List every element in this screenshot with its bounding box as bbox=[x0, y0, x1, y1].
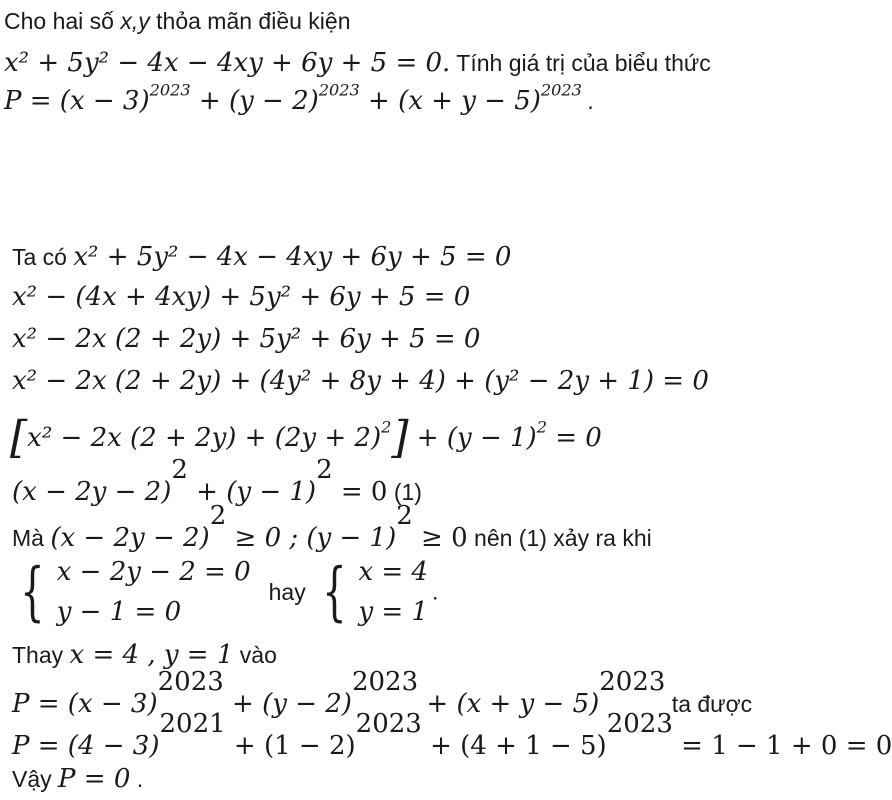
l12-a: P = (4 − 3) bbox=[12, 731, 160, 762]
exponent: 2023 bbox=[149, 80, 191, 100]
expression-p bbox=[4, 80, 595, 116]
left-square-bracket: [ bbox=[10, 412, 28, 463]
intro-vars: x,y bbox=[120, 8, 150, 34]
l11-b: + (y − 2) bbox=[223, 689, 352, 720]
intro-prefix: Cho hai số bbox=[4, 8, 121, 34]
solution-line-1 bbox=[12, 242, 511, 272]
solution-line-7 bbox=[12, 501, 652, 554]
sys2-eq1: x = 4 bbox=[358, 557, 428, 587]
l6-a: (x − 2y − 2) bbox=[12, 477, 172, 508]
exponent: 2023 bbox=[540, 80, 582, 100]
expr-end: . bbox=[581, 88, 595, 114]
l11-c: + (x + y − 5) bbox=[418, 689, 600, 720]
square-exp: 2 bbox=[536, 417, 547, 437]
intro-suffix: thỏa mãn điều kiện bbox=[149, 8, 351, 34]
l10-text: Thay bbox=[12, 642, 70, 668]
l1-text: Ta có bbox=[12, 244, 74, 270]
exponent: 2023 bbox=[318, 80, 360, 100]
l10-math: x = 4 , y = 1 bbox=[69, 640, 234, 670]
l3-math: x² − 2x (2 + 2y) + 5y² + 6y + 5 = 0 bbox=[12, 324, 481, 354]
square-exp: 2 bbox=[396, 501, 413, 531]
solution-line-12 bbox=[12, 709, 892, 762]
solution-line-3 bbox=[12, 324, 480, 354]
sys2-eq2: y = 1 bbox=[358, 597, 428, 627]
square-exp: 2 bbox=[209, 501, 227, 531]
solution-line-5 bbox=[10, 412, 602, 463]
l13-text: Vậy bbox=[12, 766, 59, 792]
l12-b: + (1 − 2) bbox=[225, 731, 356, 762]
l7-c: ≥ 0 bbox=[412, 523, 468, 554]
l1-math: x² + 5y² − 4x − 4xy + 6y + 5 = 0 bbox=[73, 242, 512, 272]
l5-rest: + (y − 1) bbox=[408, 423, 537, 453]
exponent: 2023 bbox=[351, 667, 419, 697]
l7-tail: nên (1) xảy ra khi bbox=[467, 525, 652, 552]
l6-c: = 0 bbox=[332, 477, 388, 508]
hay-text: hay bbox=[268, 578, 306, 605]
square-exp: 2 bbox=[381, 417, 392, 437]
expr-part-c: + (x + y − 5) bbox=[359, 86, 541, 116]
l7-text: Mà bbox=[12, 525, 51, 552]
problem-condition-line bbox=[4, 48, 711, 78]
solution-system bbox=[12, 552, 438, 638]
problem-intro bbox=[4, 8, 351, 35]
system-2 bbox=[358, 552, 428, 632]
exponent: 2023 bbox=[606, 709, 673, 739]
exponent: 2023 bbox=[355, 709, 422, 739]
l5-inner: x² − 2x (2 + 2y) + (2y + 2) bbox=[27, 423, 382, 453]
solution-line-10 bbox=[12, 640, 277, 670]
expr-part-b: + (y − 2) bbox=[190, 86, 319, 116]
system-1 bbox=[57, 552, 251, 632]
expr-part-a: P = (x − 3) bbox=[4, 86, 150, 116]
left-brace: { bbox=[321, 555, 347, 629]
right-square-bracket: ] bbox=[391, 412, 409, 463]
task-text: Tính giá trị của biểu thức bbox=[450, 50, 711, 76]
exponent: 2023 bbox=[157, 667, 224, 697]
l7-b: ≥ 0 ; (y − 1) bbox=[226, 523, 397, 554]
condition-equation: x² + 5y² − 4x − 4xy + 6y + 5 = 0. bbox=[4, 48, 451, 78]
l13-end: . bbox=[130, 766, 144, 792]
solution-line-13 bbox=[12, 764, 143, 794]
solution-line-4 bbox=[12, 366, 709, 396]
sys1-eq2: y − 1 = 0 bbox=[56, 597, 182, 627]
sys1-eq1: x − 2y − 2 = 0 bbox=[56, 557, 251, 587]
l11-a: P = (x − 3) bbox=[12, 689, 158, 720]
l13-math: P = 0 bbox=[58, 764, 131, 794]
solution-line-2 bbox=[12, 282, 470, 312]
l5-end: = 0 bbox=[546, 423, 602, 453]
left-brace: { bbox=[20, 555, 45, 629]
exponent: 2023 bbox=[599, 667, 666, 697]
square-exp: 2 bbox=[316, 455, 333, 485]
l7-a: (x − 2y − 2) bbox=[50, 523, 210, 554]
sys-end: . bbox=[432, 578, 439, 605]
l10-tail: vào bbox=[233, 642, 277, 668]
l12-c: + (4 + 1 − 5) bbox=[421, 731, 607, 762]
l11-tail: ta được bbox=[665, 691, 753, 718]
equation-tag: (1) bbox=[387, 479, 422, 506]
exponent: 2021 bbox=[159, 709, 226, 739]
l4-math: x² − 2x (2 + 2y) + (4y² + 8y + 4) + (y² − 2y + 1) = 0 bbox=[12, 366, 709, 396]
square-exp: 2 bbox=[171, 455, 188, 485]
l2-math: x² − (4x + 4xy) + 5y² + 6y + 5 = 0 bbox=[12, 282, 471, 312]
l6-b: + (y − 1) bbox=[187, 477, 317, 508]
l12-d: = 1 − 1 + 0 = 0 bbox=[672, 731, 892, 762]
